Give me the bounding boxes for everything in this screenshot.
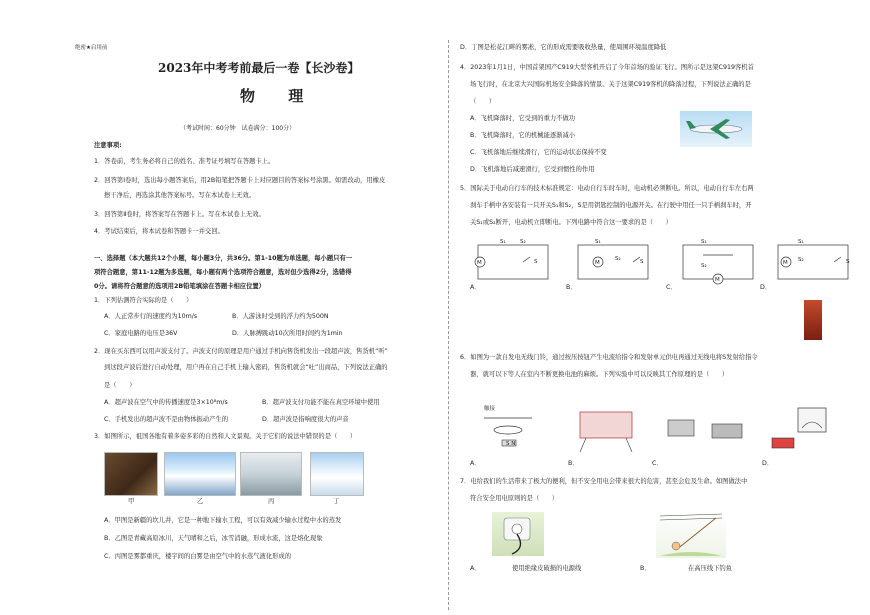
option: B．乙图是青藏高原冰川，天气晴和之后，冰雪消融，形成水流，这是熔化现象 [104, 535, 323, 542]
notes-heading: 注意事项: [94, 142, 122, 149]
damaged-cord-picture [492, 512, 544, 556]
question-stem: 3．如图所示，祖国各地有着多姿多彩的自然和人文景观。关于它们的说法中错误的是（ ） [94, 433, 357, 440]
option-caption: 在高压线下钓鱼 [688, 565, 733, 572]
question-stem: 刹车手柄中各安装有一只开关S₁和S₂，S是用钥匙控制的电源开关。在行驶中用任一只手柄刹车时，开 [470, 202, 752, 209]
electromagnet-experiment [580, 412, 632, 452]
option: D．丁图是松花江畔的雾凇，它的形成需要吸收热量，使周围环境温度降低 [460, 44, 667, 51]
switch-label: S₁ [500, 239, 506, 245]
option: A．人正常步行的速度约为10m/s [104, 313, 198, 320]
note-item: 擦干净后，再选涂其他答案标号。写在本试卷上无效。 [104, 192, 256, 199]
motor-label: M [595, 260, 600, 266]
option-label: B． [640, 565, 651, 572]
option: B．超声波支付功能不能在真空环境中使用 [262, 399, 380, 406]
option: A．甲图是新疆的坎儿井，它是一种地下输水工程，可以有效减少输水过程中水的蒸发 [104, 517, 342, 524]
option-label: C． [666, 284, 677, 291]
switch-label: S [846, 259, 850, 265]
option-label: D． [760, 284, 772, 291]
confidential-mark: 绝密★启用前 [75, 45, 108, 51]
c919-photo [680, 111, 752, 147]
option: D．人脉搏跳动10次所用时间约为1min [232, 330, 343, 337]
option: C．手机发出的超声波不是由物体振动产生的 [104, 416, 229, 423]
option-label: C． [652, 460, 663, 467]
question-stem: 1．下列估测符合实际的是（ ） [94, 297, 193, 304]
generator-experiment [772, 408, 826, 448]
fishing-icon [656, 510, 726, 558]
option-label: D． [762, 460, 774, 467]
option-label: B． [568, 460, 579, 467]
option-caption: 使用绝缘皮破损的电源线 [512, 565, 582, 572]
switch-label: S [534, 259, 538, 265]
magnet-label: S N [506, 441, 516, 447]
option: C．飞机落地后继续滑行，它的运动状态保持不变 [470, 149, 607, 156]
kanerjing-photo [104, 452, 158, 496]
motor-label: M [715, 277, 720, 283]
question-stem: 5．国际关于电动自行车的技术标准规定：电动自行车时车时，电动机必须断电。所以，电动自行车左右两 [460, 185, 754, 192]
switch-label: S₂ [701, 263, 707, 269]
experiment-options [472, 402, 870, 462]
option-label: A． [470, 460, 481, 467]
option: C．家庭电路的电压是36V [104, 330, 178, 337]
switch-label: S₁ [701, 239, 707, 245]
question-stem: 7．电给我们的生活带来了极大的便利，但不安全用电会带来很大的危害，甚至会危及生命。如图做法中 [460, 478, 748, 485]
note-item: 2．回答第Ⅰ卷时，选出每小题答案后，用2B铅笔把答题卡上对应题目的答案标号涂黑。如需改动，用橡皮 [94, 177, 386, 184]
option-label: A． [470, 284, 481, 291]
option: B．人游泳时受到的浮力约为500N [232, 313, 329, 320]
circuit-d [778, 245, 848, 279]
switch-label: S₂ [615, 256, 621, 262]
option: B．飞机降落时，它的机械能逐渐减小 [470, 132, 576, 139]
fog-city-photo [240, 452, 302, 496]
fishing-picture [656, 510, 726, 558]
motor-experiment [668, 420, 742, 438]
switch-label: S₁ [595, 239, 601, 245]
option: C．丙图是雾都重庆，楼宇间的白雾是由空气中的水蒸气液化形成的 [104, 553, 292, 560]
note-item: 1．答卷前，考生务必将自己的姓名、准考证号填写在答题卡上。 [94, 158, 275, 165]
question-stem: 2．现在买东西可以用声波支付了。声波支付的原理是用户通过手机向售货机发出一段超声波，售货机“听” [94, 348, 388, 355]
question-stem: 场飞行时，在北京大兴国际机场安全降落的情景。关于这架C919客机的降落过程，下列说法正确的是 [470, 81, 751, 88]
apparatus-label: 触接 [484, 406, 496, 412]
airplane-icon [680, 111, 752, 147]
subject-title: 物 理 [240, 87, 318, 105]
photo-caption: 甲 [128, 498, 135, 505]
note-item: 3．回答第Ⅱ卷时，将答案写在答题卡上。写在本试卷上无效。 [94, 211, 265, 218]
switch-label: S₂ [520, 239, 526, 245]
question-stem: 到这段声波后进行自动处理，用户再在自己手机上输入密码，售货机就会“吐”出商品，下列说法正确的 [104, 364, 388, 371]
exam-title: 2023年中考考前最后一卷【长沙卷】 [158, 61, 360, 75]
question-stem: 是（ ） [104, 382, 136, 389]
glacier-photo [164, 452, 236, 496]
switch-label: S₁ [798, 239, 804, 245]
option: A．超声波在空气中的传播速度是3×10⁸m/s [104, 399, 228, 406]
doorbell-photo [804, 300, 822, 340]
circuit-b [578, 245, 648, 279]
switch-label: S₂ [798, 257, 804, 263]
photo-caption: 丙 [268, 498, 275, 505]
photo-caption: 乙 [197, 498, 204, 505]
photo-caption: 丁 [333, 498, 340, 505]
rime-photo [310, 452, 364, 496]
option: D．飞机落地后减速滑行，它受到惯性的作用 [470, 166, 595, 173]
exam-info: （考试时间：60分钟 试卷满分：100分） [180, 125, 296, 132]
question-stem: 符合安全用电原则的是（ ） [470, 495, 559, 502]
question-stem: （ ） [470, 98, 496, 105]
motor-label: M [477, 260, 482, 266]
option-label: B． [566, 284, 577, 291]
option-label: A． [470, 565, 481, 572]
question-stem: 器，就可以下等人在室内不断更换电池的麻烦。下列实验中可以反映其工作原理的是（ ） [470, 371, 729, 378]
section-heading: 0分。请将符合题意的选项用2B铅笔填涂在答题卡相应位置） [94, 283, 265, 290]
motor-label: M [783, 260, 788, 266]
section-heading: 项符合题意，第11-12题为多选题，每小题有两个选项符合题意，选对但少选得2分，选错得 [94, 269, 352, 276]
question-stem: 4．2023年1月1日，中国首架国产C919大型客机开启了今年首场的验证飞行。图所示是这架C919客机首 [460, 64, 754, 71]
question-stem: 6．如图为一款自发电无线门铃，通过按压按钮产生电流给指令和发射单元供电再通过无线电将S发射给指令 [460, 354, 758, 361]
switch-label: S [640, 259, 644, 265]
option: D．超声波是指响度很大的声音 [262, 416, 349, 423]
section-heading: 一、选择题（本大题共12个小题，每小题3分，共36分。第1-10题为单选题，每小题只有一 [94, 255, 353, 262]
option: A．飞机降落时，它受到的重力不做功 [470, 115, 576, 122]
right-column [448, 0, 870, 615]
note-item: 4．考试结束后，将本试卷和答题卡一并交回。 [94, 228, 224, 235]
question-stem: 关S₁或S₂断开，电动机立即断电。下列电路中符合这一要求的是（ ） [470, 219, 672, 226]
plug-icon [492, 512, 544, 556]
